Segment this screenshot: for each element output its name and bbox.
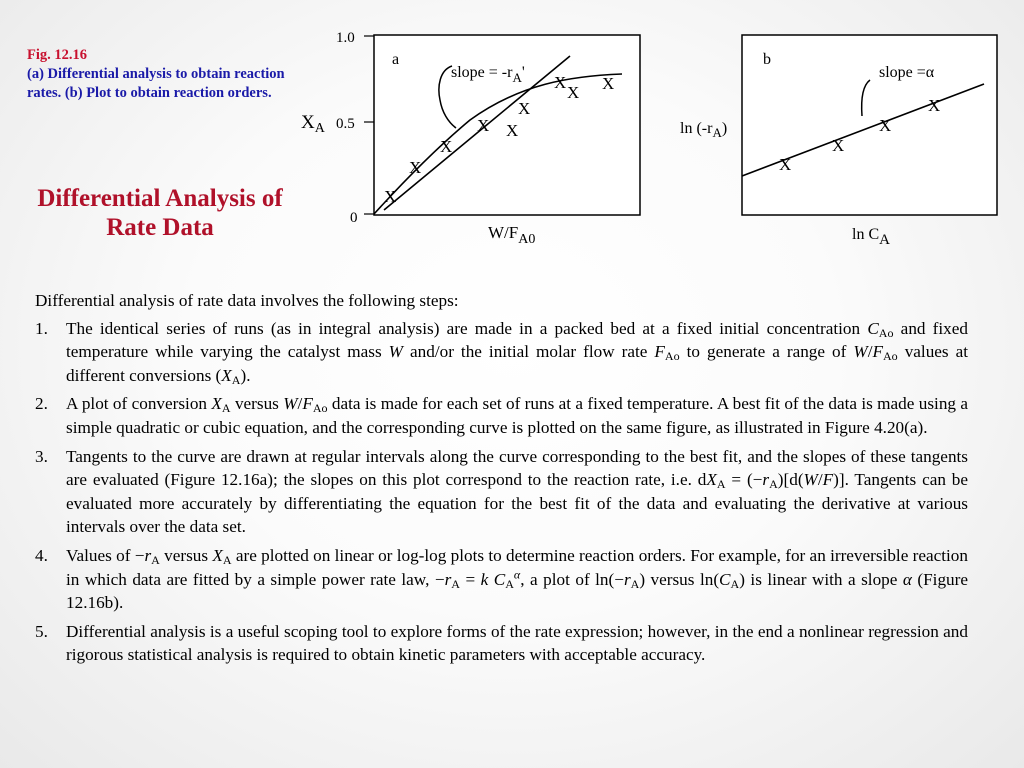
plot-a-ytick-1: 1.0 bbox=[336, 30, 355, 46]
plot-b-data-point: X bbox=[928, 96, 941, 115]
body-text bbox=[35, 289, 968, 672]
plot-a-data-point: X bbox=[477, 116, 490, 135]
step-item: 3. Tangents to the curve are drawn at regular intervals along the curve corresponding to the best fit, and the slopes of these tangents are evaluated (Figure 12.16a); the slopes on this plot correspond to the reaction rate, i.e. $dX_A = (-r_A)[d(W/F)]$. Tangents can be evaluated more accurately by differentiating the equation for the best fit of the data and evaluating the derivative at various intervals over the data set. bbox=[35, 446, 968, 537]
plot-b bbox=[680, 35, 997, 248]
plot-a-data-point: X bbox=[602, 74, 615, 93]
plot-a-ylabel: $X_A$ bbox=[301, 112, 325, 136]
plot-a-data-point: X bbox=[506, 121, 519, 140]
plot-a-data-point: X bbox=[384, 187, 397, 206]
step-item: 4. Values of $-r_A$ versus $X_A$ are plotted on linear or log-log plots to determine reaction orders. For example, for an irreversible reaction in which data are fitted by a simple power rate law, $-r_A = k$ $C_A^\alpha$, a plot of $\ln(-r_A)$ versus $\ln(C_A)$ is linear with a slope α (Figure 12.16b). bbox=[35, 545, 968, 613]
plot-a-data-point: X bbox=[554, 73, 567, 92]
plot-a-data-point: X bbox=[567, 83, 580, 102]
plot-a-ytick-0: 0 bbox=[350, 210, 358, 226]
plot-a-ytick-05: 0.5 bbox=[336, 116, 355, 132]
plot-b-data-point: X bbox=[832, 136, 845, 155]
intro-paragraph: Differential analysis of rate data involves the following steps: bbox=[35, 291, 459, 310]
plot-b-frame bbox=[742, 35, 997, 215]
slide-title: Differential Analysis of Rate Data bbox=[37, 185, 283, 241]
plot-a-data-point: X bbox=[409, 158, 422, 177]
plot-b-ylabel: $\ln (-r_A)$ bbox=[680, 120, 728, 140]
plot-b-data-point: X bbox=[879, 116, 892, 135]
plot-b-data-point: X bbox=[779, 155, 792, 174]
figure-caption-text: (a) Differential analysis to obtain reaction rates. (b) Plot to obtain reaction orders. bbox=[27, 66, 285, 101]
figure-diagrams bbox=[0, 0, 1024, 260]
plot-a-data-point: X bbox=[440, 137, 453, 156]
plot-a-xlabel: $W/F_{A0}$ bbox=[488, 223, 536, 247]
steps-list bbox=[35, 317, 968, 667]
plot-a-slope-annotation: slope = $-r_A'$ bbox=[451, 64, 525, 85]
figure-label: Fig. 12.16 bbox=[27, 47, 88, 63]
plot-b-slope-annotation: slope =α bbox=[879, 64, 935, 81]
plot-b-panel-label: b bbox=[763, 51, 771, 68]
step-item: 5. Differential analysis is a useful scoping tool to explore forms of the rate expression; however, in the end a nonlinear regression and rigorous statistical analysis is required to obtain kinetic parameters with acceptable accuracy. bbox=[35, 621, 968, 665]
plot-a-data-point: X bbox=[518, 99, 531, 118]
plot-b-xlabel: ln CA bbox=[852, 226, 890, 248]
step-item: 2. A plot of conversion $X_A$ versus $W/F_{Ao}$ data is made for each set of runs at a fixed temperature. A best fit of the data is made using a simple quadratic or cubic equation, and the corresponding curve is plotted on the same figure, as illustrated in Figure 4.20(a). bbox=[35, 394, 968, 437]
step-item: 1. The identical series of runs (as in integral analysis) are made in a packed bed at a fixed initial concentration $C_{Ao}$ and fixed temperature while varying the catalyst mass W and/or the initial molar flow rate $F_{Ao}$ to generate a range of $W/F_{Ao}$ values at different conversions $(X_A)$. bbox=[35, 318, 969, 387]
plot-a-panel-label: a bbox=[392, 51, 400, 68]
plot-a bbox=[301, 30, 640, 247]
